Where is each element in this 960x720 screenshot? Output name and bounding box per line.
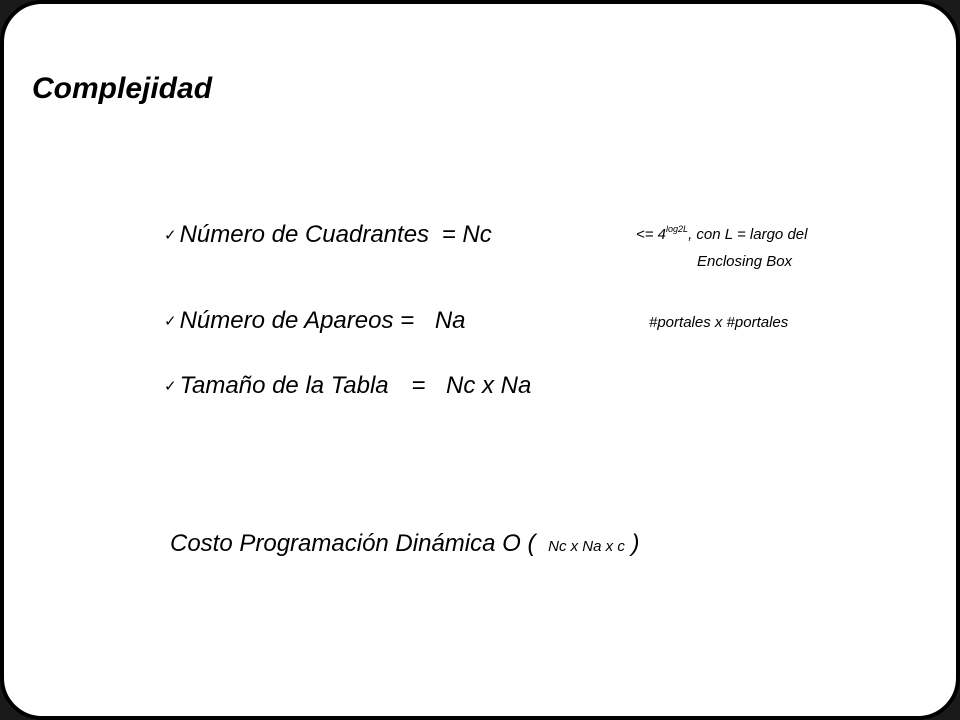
big-o-close: ) [631,530,640,557]
bullet-value: Nc [462,221,492,248]
big-o-args: Nc x Na x c [548,538,625,555]
bullet-table-size [164,374,531,398]
bullet-label: Número de Apareos = [179,307,415,334]
pairings-note: #portales x #portales [649,314,789,331]
checkmark-icon: ✓ [164,378,177,395]
cost-label: Costo Programación Dinámica [170,530,496,557]
checkmark-icon: ✓ [164,313,177,330]
bullet-pairings [164,309,466,333]
quadrants-note [636,224,808,243]
bullet-value: Nc x Na [446,372,532,399]
quadrants-note-line2: Enclosing Box [697,253,793,270]
big-o: O ( [502,530,536,557]
bullet-label: Número de Cuadrantes [179,221,430,248]
note-prefix: <= 4 [636,226,667,243]
cost-line [170,532,640,556]
bullet-quadrants [164,223,492,247]
bullet-label: Tamaño de la Tabla [179,372,389,399]
equals-sign: = [411,372,426,399]
checkmark-icon: ✓ [164,227,177,244]
note-exponent: log2L [666,224,689,234]
note-suffix: , con L = largo del [688,226,808,243]
bullet-value: Na [434,307,466,334]
equals-sign: = [441,221,456,248]
slide-title: Complejidad [32,72,213,105]
